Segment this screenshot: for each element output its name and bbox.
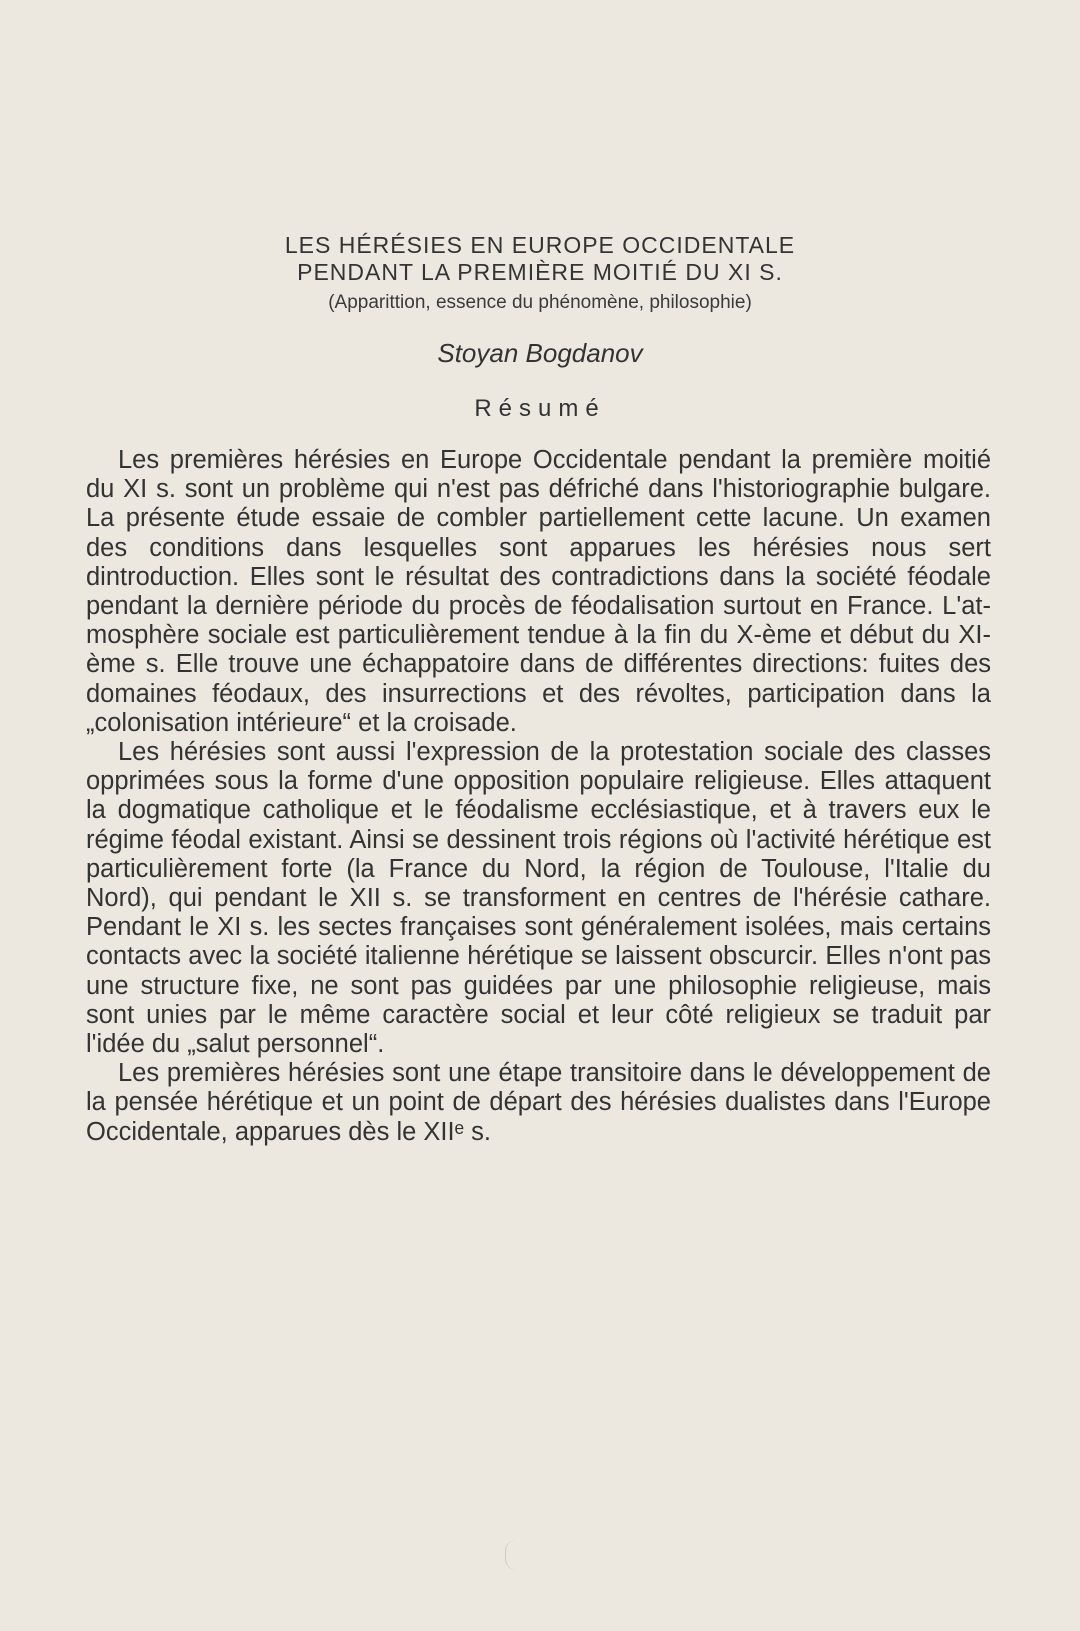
title-block (0, 232, 1080, 286)
title-line-2: PENDANT LA PREMIÈRE MOITIÉ DU XI S. (297, 259, 783, 285)
title-line-1: LES HÉRÉSIES EN EUROPE OCCIDENTALE (284, 232, 796, 258)
summary-body (86, 446, 991, 1147)
paragraph-2: Les hérésies sont aussi l'expression de la protestation sociale des classes opprimées sous la forme d'une opposition populaire religieuse. Elles attaquent la dogmatique catholique et le féodalisme ecclésiastique, et à travers eux le régime féodal existant. Ainsi se dessinent trois régions où l'activité hérétique est particulièrement forte (la France du Nord, la région de Toulouse, l'Italie du Nord), qui pendant le XII s. se transforment en centres de l'hérésie cathare. Pendant le XI s. les sectes françaises sont généralement isolées, mais certains contacts avec la société italienne hérétique se laissent obscurcir. Elles n'ont pas une structure fixe, ne sont pas guidées par une philosophie religieuse, mais sont unies par le même caractère social et leur côté religieux se traduit par l'idée du „salut personnel“. (86, 738, 991, 1059)
paragraph-1: Les premières hérésies en Europe Occidentale pendant la première moitié du XI s. sont un problème qui n'est pas défriché dans l'historiographie bulgare. La présente étude essaie de combler partiellement cette lacune. Un examen des conditions dans lesquelles sont apparues les hérésies nous sert dintroduction. Elles sont le résultat des contradictions dans la société féodale pendant la dernière période du procès de féodalisation surtout en France. L'atmosphère sociale est particulièrement tendue à la fin du X-ème et début du XI-ème s. Elle trouve une échappatoire dans de différentes directions: fuites des domaines féodaux, des insurrections et des révoltes, participation dans la „colonisation intérieure“ et la croisade. (86, 446, 991, 737)
subtitle: (Apparittion, essence du phénomène, philosophie) (328, 292, 752, 313)
stray-mark (505, 1540, 516, 1570)
author-name: Stoyan Bogdanov (437, 338, 643, 368)
paragraph-3: Les premières hérésies sont une étape transitoire dans le développement de la pensée hérétique et un point de départ des hérésies dualistes dans l'Europe Occidentale, apparues dès le XIIᵉ s. (86, 1059, 991, 1146)
section-heading: Résumé (474, 395, 606, 422)
